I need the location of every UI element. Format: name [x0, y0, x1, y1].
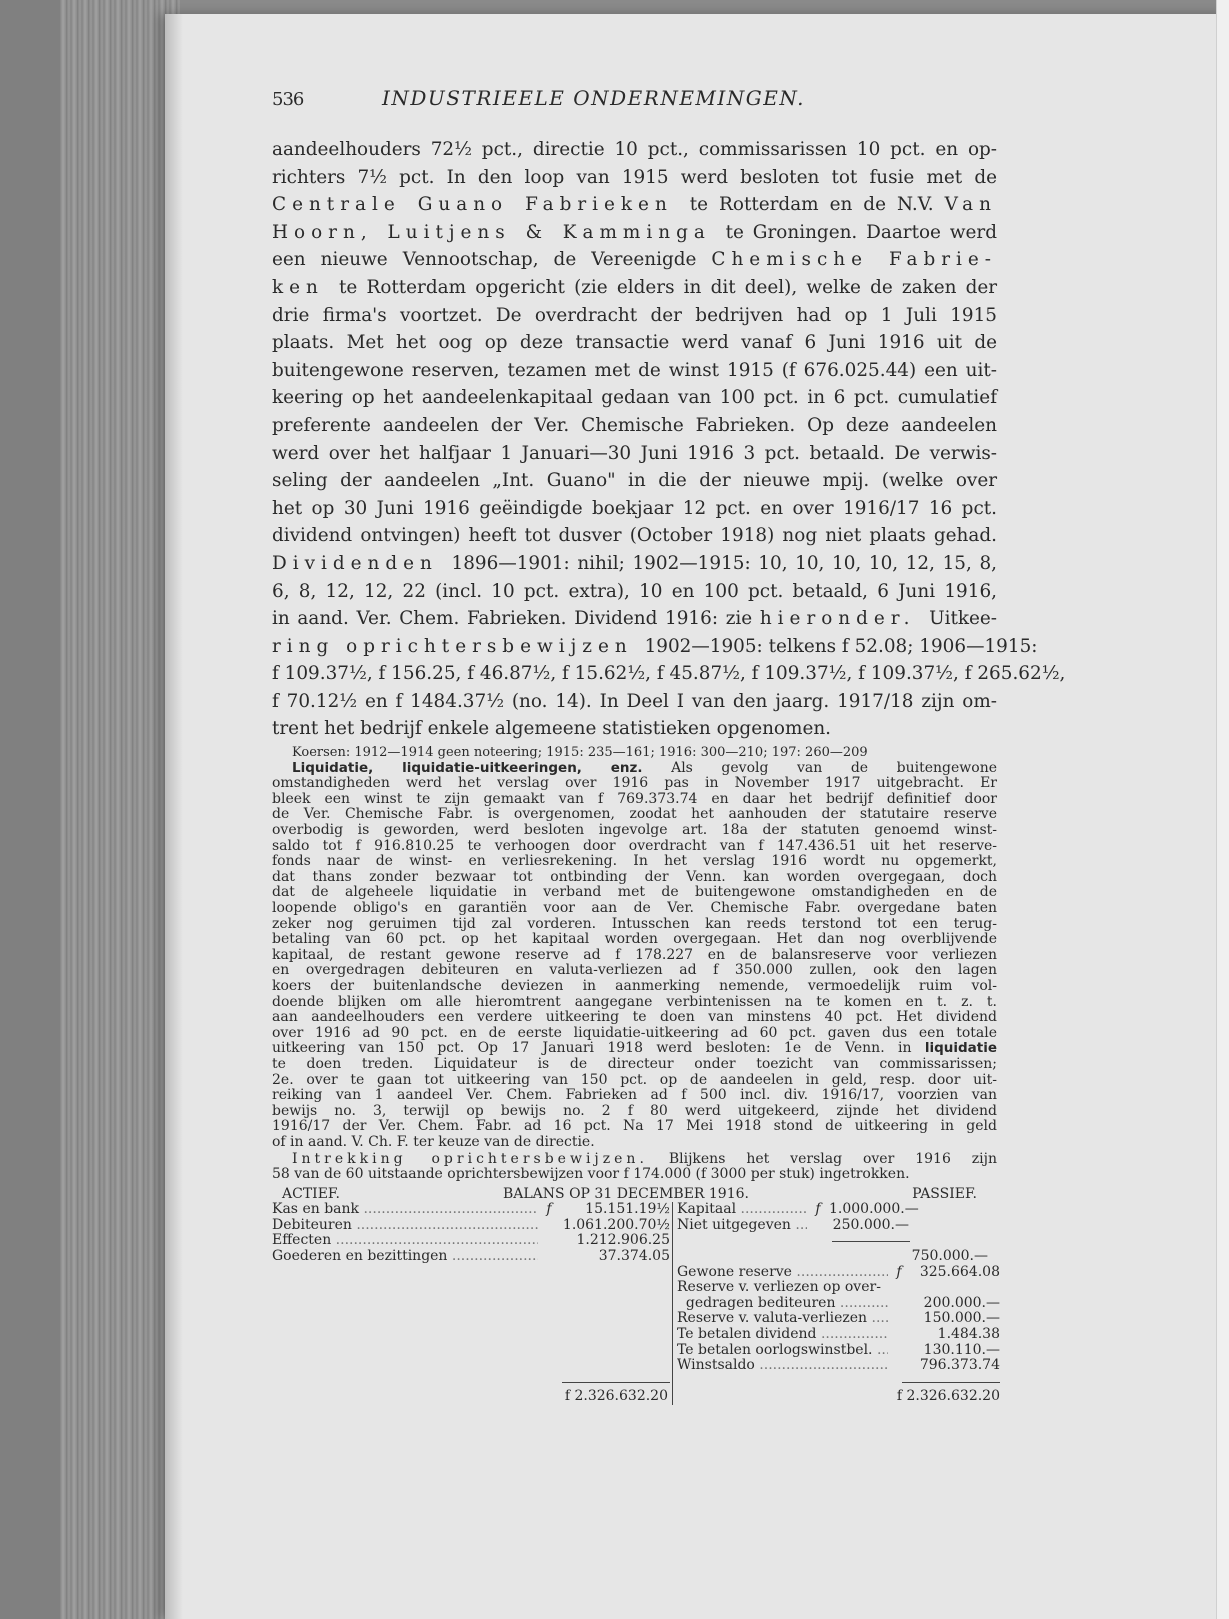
spaced-emphasis: hieronder. [759, 608, 930, 630]
balance-row [272, 1202, 672, 1218]
balance-header [272, 1187, 997, 1203]
spacer-row [272, 1311, 672, 1327]
liquidatie-bold-word: liquidatie [924, 1040, 997, 1057]
liquidatie-line: loopende obligo's en garantiën voor aan de Ver. Chemische Fabr. overgedane baten [272, 900, 997, 916]
passief-column [673, 1202, 1002, 1405]
spaced-emphasis: Chemische [711, 249, 889, 271]
paragraph-line: Hoorn, Luitjens & Kamminga te Groningen. Daartoe werd [272, 221, 997, 243]
spaced-emphasis: ring [272, 635, 347, 657]
balance-label: Effecten ..... [272, 1233, 538, 1249]
balance-label: Reserve v. verliezen op over- [677, 1280, 881, 1296]
spaced-emphasis: Fabrie- [888, 249, 997, 271]
page-number: 536 [272, 89, 304, 110]
currency-symbol [538, 1218, 560, 1234]
liquidatie-line: bleek een winst te zijn gemaakt van f 769.373.74 en daar het bedrijf definitief door [272, 790, 997, 807]
liquidatie-line: overbodig is geworden, werd besloten ingevolge art. 18a der statuten genoemd winst- [272, 822, 997, 839]
passief-total-row [677, 1389, 1002, 1405]
spaced-emphasis: oprichtersbewijzen [346, 635, 645, 657]
liquidatie-line: aan aandeelhouders een verdere uitkeering te doen van minstens 40 pct. Het dividend [272, 1009, 997, 1026]
koersen-text: Koersen: 1912—1914 geen noteering; 1915: 235—161; 1916: 300—210; 197: 260—209 [292, 745, 868, 761]
balance-row [677, 1296, 1002, 1312]
balance-label: Te betalen dividend ..... [677, 1327, 888, 1343]
liquidatie-line: omstandigheden werd het verslag over 1916 pas in November 1917 uitgebracht. Er [272, 775, 997, 792]
liquidatie-line: 2e. over te gaan tot uitkeering van 150 pct. op de aandeelen in geld, resp. door uit- [272, 1071, 997, 1088]
total-rule-line [562, 1382, 670, 1383]
actief-header: ACTIEF. [282, 1185, 340, 1202]
balance-row [677, 1311, 1002, 1327]
balance-label: Reserve v. valuta-verliezen ..... [677, 1311, 888, 1327]
book-cover-edge [0, 0, 60, 1619]
balance-value: 1.212.906.25 [576, 1232, 670, 1249]
paragraph-line: f 109.37½, f 156.25, f 46.87½, f 15.62½, f 45.87½, f 109.37½, f 109.37½, f 265.62½, [272, 663, 1066, 685]
capital-net-value: 750.000.— [911, 1248, 988, 1265]
blank-column [911, 1218, 1001, 1234]
paragraph-line: plaats. Met het oog op deze transactie werd vanaf 6 Juni 1916 uit de [272, 332, 997, 354]
koersen-line [272, 745, 997, 761]
paragraph-line: 6, 8, 12, 12, 22 (incl. 10 pct. extra), 10 en 100 pct. betaald, 6 Juni 1916, [272, 580, 997, 602]
liquidatie-line: koers der buitenlandsche deviezen in aanmerking nemende, vermoedelijk ruim vol- [272, 977, 997, 994]
balance-row [677, 1280, 1002, 1296]
page-content [272, 86, 1066, 1405]
currency-symbol [538, 1233, 560, 1249]
balance-value: 200.000.— [923, 1294, 1000, 1311]
balance-label: Kapitaal ..... [677, 1202, 807, 1218]
running-header [272, 86, 997, 116]
balance-value [910, 1280, 1002, 1296]
main-paragraph [272, 136, 1066, 743]
balance-label: Kas en bank ..... [272, 1202, 538, 1218]
balance-value: 796.373.74 [919, 1357, 1000, 1374]
balance-label: Gewone reserve ..... [677, 1265, 888, 1281]
balance-label: Debiteuren ..... [272, 1218, 538, 1234]
liquidatie-line: doende blijken om alle hieromtrent aangegane verbintenissen na te komen en t. z. t. [272, 993, 997, 1010]
spaced-emphasis: Fabrieken [525, 194, 690, 216]
intrekking-first-line [272, 1152, 997, 1168]
spacer-row [272, 1265, 672, 1281]
spaced-emphasis: Luitjens [387, 221, 526, 243]
liquidatie-line: te doen treden. Liquidateur is de directeur onder toezicht van commissarissen; [272, 1055, 997, 1072]
liquidatie-section [272, 761, 997, 1151]
balance-label: gedragen bediteuren ..... [677, 1296, 888, 1312]
spacer-row [272, 1343, 672, 1359]
paragraph-line: in aand. Ver. Chem. Fabrieken. Dividend 1916: zie hieronder. Uitkee- [272, 608, 997, 630]
balance-label: Winstsaldo ..... [677, 1358, 888, 1374]
spacer-row [272, 1327, 672, 1343]
currency-symbol [888, 1280, 910, 1296]
balance-columns [272, 1201, 1000, 1405]
liquidatie-line: dat de algeheele liquidatie in verband met de buitengewone omstandigheden en de [272, 884, 997, 901]
liquidatie-line: betaling van 60 pct. op het kapitaal worden overgegaan. Het dan nog overblijvende [272, 931, 997, 948]
liquidatie-line: bewijs no. 3, terwijl op bewijs no. 2 f 80 werd uitgekeerd, zijnde het dividend [272, 1102, 997, 1119]
liquidatie-line: over 1916 ad 90 pct. en de eerste liquidatie-uitkeering ad 60 pct. gaven dus een totale [272, 1024, 997, 1041]
paragraph-line: dividend ontvingen) heeft tot dusver (October 1918) nog niet plaats gehad. [272, 525, 997, 547]
liquidatie-line: fonds naar de winst- en verliesrekening. In het verslag 1916 wordt nu opgemerkt, [272, 853, 997, 870]
balance-value: 37.374.05 [598, 1248, 670, 1265]
intrekking-first-line-rest: Blijkens het verslag over 1916 zijn [668, 1150, 997, 1167]
balance-row [677, 1202, 1002, 1218]
balance-value: 325.664.08 [919, 1263, 1000, 1280]
paragraph-line: keering op het aandeelenkapitaal gedaan van 100 pct. in 6 pct. cumulatief [272, 387, 997, 409]
paragraph-line: ken te Rotterdam opgericht (zie elders in dit deel), welke de zaken der [272, 276, 998, 298]
intrekking-section [272, 1152, 997, 1183]
subtotal-rule-line [832, 1241, 910, 1242]
liquidatie-line: en overgedragen debiteuren en valuta-verliezen ad f 350.000 zullen, ook den lagen [272, 962, 997, 979]
liquidatie-line: de Ver. Chemische Fabr. is overgenomen, zoodat het aanhouden der statutaire reserve [272, 806, 997, 823]
spaced-emphasis: Kamminga [562, 221, 726, 243]
actief-column [272, 1202, 673, 1405]
spaced-emphasis: Guano [417, 194, 526, 216]
currency-symbol [888, 1311, 910, 1327]
balance-value: 1.484.38 [937, 1326, 1000, 1343]
balance-row [677, 1358, 1002, 1374]
balance-value: 15.151.19½ [585, 1201, 670, 1218]
spaced-emphasis: Van [944, 194, 997, 216]
balance-title: BALANS OP 31 DECEMBER 1916. [502, 1185, 749, 1202]
paragraph-line: seling der aandeelen „Int. Guano" in die der nieuwe mpij. (welke over [272, 470, 997, 492]
blank-column [911, 1202, 1001, 1218]
liquidatie-line: of in aand. V. Ch. F. ter keuze van de directie. [272, 1133, 595, 1150]
actief-total: f 2.326.632.20 [564, 1388, 668, 1405]
balance-label: Goederen en bezittingen ..... [272, 1249, 538, 1265]
currency-symbol: f [815, 1201, 821, 1218]
spacer-row [272, 1296, 672, 1312]
currency-symbol: f [546, 1201, 552, 1218]
spaced-emphasis: & [525, 221, 563, 243]
capital-subtotal-rule [677, 1233, 1002, 1249]
liquidatie-line: uitkeering van 150 pct. Op 17 Januari 1918 werd besloten: 1e de Venn. in liquidatie [272, 1040, 997, 1057]
paragraph-line: werd over het halfjaar 1 Januari—30 Juni 1916 3 pct. betaald. De verwis- [272, 442, 997, 464]
intrekking-heading: Intrekking oprichtersbewijzen. [292, 1150, 648, 1167]
balance-row [272, 1218, 672, 1234]
currency-symbol [807, 1218, 829, 1234]
spaced-emphasis: ken [272, 276, 340, 298]
paragraph-line: preferente aandeelen der Ver. Chemische Fabrieken. Op deze aandeelen [272, 414, 997, 436]
currency-symbol [888, 1358, 910, 1374]
currency-symbol [888, 1343, 910, 1359]
balance-sheet [272, 1185, 1000, 1405]
paragraph-line: buitengewone reserven, tezamen met de winst 1915 (f 676.025.44) een uit- [272, 359, 997, 381]
page-gutter-shadow [165, 14, 183, 1619]
paragraph-line: Centrale Guano Fabrieken te Rotterdam en de N.V. Van [272, 194, 997, 216]
paragraph-line: het op 30 Juni 1916 geëindigde boekjaar 12 pct. en over 1916/17 16 pct. [272, 497, 997, 519]
spacer-row [272, 1280, 672, 1296]
balance-row [677, 1218, 1002, 1234]
currency-symbol [538, 1249, 560, 1265]
currency-symbol [888, 1327, 910, 1343]
paragraph-line: aandeelhouders 72½ pct., directie 10 pct., commissarissen 10 pct. en op- [272, 139, 997, 160]
scan-right-margin [1216, 0, 1229, 1619]
passief-header: PASSIEF. [912, 1185, 977, 1202]
balance-row [272, 1249, 672, 1265]
spaced-emphasis: Hoorn, [272, 221, 388, 243]
intrekking-second-line: 58 van de 60 uitstaande oprichtersbewijzen voor f 174.000 (f 3000 per stuk) ingetrokken. [272, 1166, 910, 1183]
balance-value: 250.000.— [832, 1216, 909, 1233]
spaced-emphasis: Dividenden [272, 552, 452, 574]
liquidatie-heading: Liquidatie, liquidatie-uitkeeringen, enz. [292, 759, 643, 776]
liquidatie-line: saldo tot f 916.810.25 te verhoogen door overdracht van f 147.436.51 uit het reserve- [272, 837, 997, 854]
paragraph-line: richters 7½ pct. In den loop van 1915 werd besloten tot fusie met de [272, 166, 997, 188]
paragraph-line: Dividenden 1896—1901: nihil; 1902—1915: 10, 10, 10, 10, 12, 15, 8, [272, 552, 997, 574]
currency-symbol: f [896, 1263, 902, 1280]
balance-value: 1.000.000.— [829, 1201, 919, 1218]
liquidatie-first-line-rest: Als gevolg van de buitengewone [671, 759, 997, 776]
balance-label: Niet uitgegeven ..... [677, 1218, 807, 1234]
paragraph-line: drie firma's voortzet. De overdracht der bedrijven had op 1 Juli 1915 [272, 304, 997, 326]
balance-row [677, 1327, 1002, 1343]
liquidatie-line: dat thans zonder bezwaar tot ontbinding der Venn. kan worden overgegaan, doch [272, 868, 997, 885]
liquidatie-line: kapitaal, de restant gewone reserve ad f 178.227 en de balansreserve voor verliezen [272, 946, 997, 963]
liquidatie-line: 1916/17 der Ver. Chem. Fabr. ad 16 pct. Na 17 Mei 1918 stond de uitkeering in geld [272, 1118, 997, 1135]
balance-label: Te betalen oorlogswinstbel. ..... [677, 1343, 888, 1359]
actief-total-row [272, 1389, 672, 1405]
spacer-row [272, 1358, 672, 1374]
balance-row [272, 1233, 672, 1249]
paragraph-line: een nieuwe Vennootschap, de Vereenigde Chemische Fabrie- [272, 249, 997, 271]
passief-total: f 2.326.632.20 [896, 1388, 1000, 1405]
liquidatie-first-line [272, 761, 997, 777]
capital-net-row [677, 1249, 1002, 1265]
balance-row [677, 1265, 1002, 1281]
running-title: INDUSTRIEELE ONDERNEMINGEN. [382, 86, 805, 110]
actief-total-rule [272, 1374, 672, 1390]
balance-row [677, 1343, 1002, 1359]
passief-total-rule [677, 1374, 1002, 1390]
total-rule-line [902, 1382, 1000, 1383]
spaced-emphasis: Centrale [272, 194, 418, 216]
liquidatie-line: reiking van 1 aandeel Ver. Chem. Fabrieken ad f 500 incl. div. 1916/17, voorzien van [272, 1087, 997, 1104]
currency-symbol [888, 1296, 910, 1312]
paragraph-line: trent het bedrijf enkele algemeene statistieken opgenomen. [272, 718, 832, 740]
paragraph-line: f 70.12½ en f 1484.37½ (no. 14). In Deel I van den jaarg. 1917/18 zijn om- [272, 690, 997, 712]
paragraph-line: ring oprichtersbewijzen 1902—1905: telkens f 52.08; 1906—1915: [272, 635, 1038, 657]
balance-value: 150.000.— [923, 1310, 1000, 1327]
balance-value: 1.061.200.70½ [562, 1216, 670, 1233]
balance-value: 130.110.— [923, 1341, 1000, 1358]
liquidatie-line: zeker nog geruimen tijd zal vorderen. Intusschen kan reeds terstond tot een terug- [272, 915, 997, 932]
